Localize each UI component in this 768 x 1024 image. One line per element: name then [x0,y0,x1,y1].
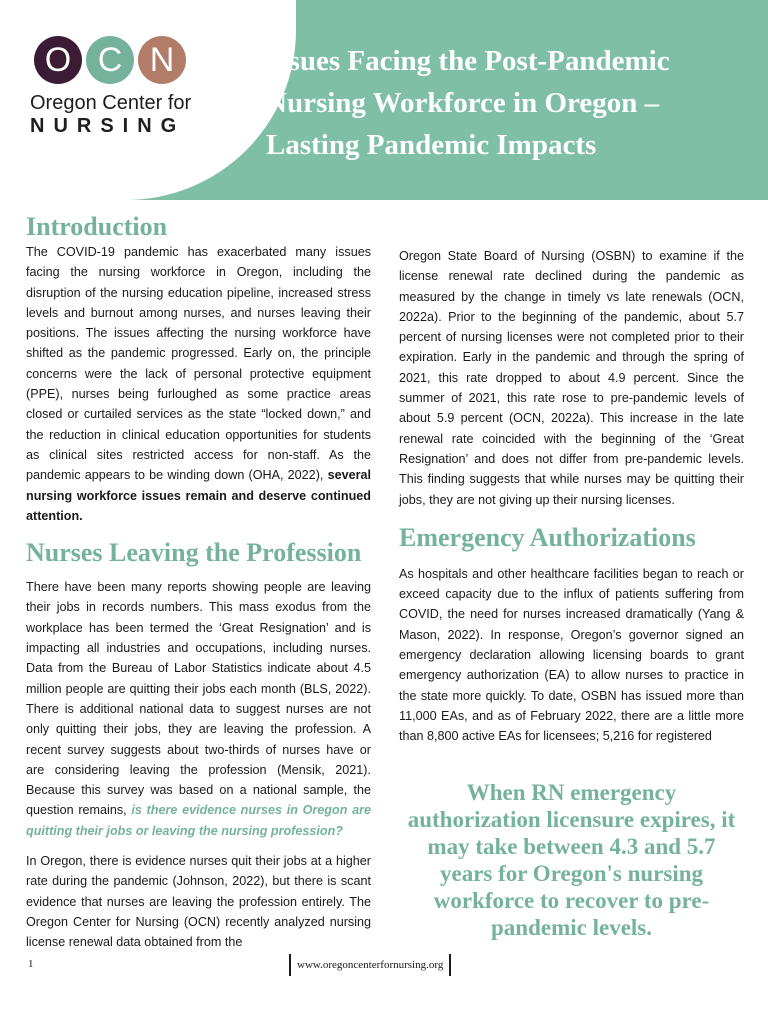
left-column [26,212,371,953]
logo-circles [34,36,210,84]
page-number: 1 [28,958,34,970]
emergency-heading: Emergency Authorizations [399,522,696,552]
logo-letter-c: C [86,36,134,84]
logo-text-line2: NURSING [30,115,186,137]
introduction-text: The COVID-19 pandemic has exacerbated many issues facing the nursing workforce in Oregon, including the disruption of the nursing education pipeline, increased stress levels and burnout among nurses, and nurses leaving their positions. The issues affecting the nursing workforce have shifted as the pandemic progressed. Early on, the principle concerns were the lack of personal protective equipment (PPE), nurses being furloughed as some practice areas closed or curtailed services as the state “locked down,” and the reduction in clinical education opportunities for students as clinical sites restricted access for non-staff. As the pandemic appears to be winding down (OHA, 2022), [26,245,371,483]
introduction-heading: Introduction [26,212,168,241]
renewal-paragraph: Oregon State Board of Nursing (OSBN) to examine if the license renewal rate declined during the pandemic as measured by the change in timely vs late renewals (OCN, 2022a). Prior to the beginning of the pandemic, about 5.7 percent of nursing licenses were not completed prior to their expiration. Early in the pandemic and through the spring of 2021, this rate dropped to about 4.9 percent. Since the summer of 2021, this rate rose to pre-pandemic levels of about 5.9 percent (OCN, 2022a). This increase in the late renewal rate coincided with the beginning of the ‘Great Resignation’ and does not differ from pre-pandemic levels. This finding suggests that while nurses may be quitting their jobs, they are not giving up their nursing licenses. [399,249,744,507]
website-link[interactable]: www.oregoncenterfornursing.org [289,954,451,976]
emergency-paragraph: As hospitals and other healthcare facilities began to reach or exceed capacity due to the influx of patients suffering from COVID, the need for nurses increased dramatically (Yang & Mason, 2022). In response, Oregon’s governor signed an emergency declaration allowing licensing boards to grant emergency authorization (EA) to allow nurses to practice in the state more quickly. To date, OSBN has issued more than 11,000 EAs, and as of February 2022, there are a little more than 8,800 active EAs for licensees; 5,216 for registered [399,566,744,744]
leaving-paragraph-1 [26,577,371,841]
ocn-logo [30,36,210,138]
callout-quote: When RN emergency authorization licensure expires, it may take between 4.3 and 5.7 years for Oregon's nursing workforce to recover to pre-pandemic levels. [407,779,736,940]
leaving-heading: Nurses Leaving the Profession [26,538,362,568]
logo-letter-o: O [34,36,82,84]
introduction-emphasis: several nursing workforce issues remain and deserve continued attention. [26,468,371,523]
page-footer [0,958,768,976]
document-title: Issues Facing the Post-Pandemic Nursing Workforce in Oregon – Lasting Pandemic Impacts [266,45,670,161]
introduction-paragraph [26,242,371,526]
leaving-text-1: There have been many reports showing people are leaving their jobs in records numbers. This mass exodus from the workplace has been termed the ‘Great Resignation’ and is impacting all industries and occupations, including nurses. Data from the Bureau of Labor Statistics indicate about 4.5 million people are quitting their jobs each month (BLS, 2022). There is additional national data to suggest nurses are not only quitting their jobs, they are leaving the profession. A recent survey suggests about two-thirds of nurses have or are considering leaving the profession (Mensik, 2021). Because this survey was based on a national sample, the question remains, [26,580,371,818]
leaving-question: is there evidence nurses in Oregon are quitting their jobs or leaving the nursing profession? [26,803,372,838]
leaving-paragraph-2: In Oregon, there is evidence nurses quit their jobs at a higher rate during the pandemic (Johnson, 2022), but there is scant evidence that nurses are leaving the profession entirely. The Oregon Center for Nursing (OCN) recently analyzed nursing license renewal data obtained from the [26,854,371,950]
logo-text-line1: Oregon Center for [30,92,192,114]
right-column [399,212,744,941]
logo-letter-n: N [138,36,186,84]
